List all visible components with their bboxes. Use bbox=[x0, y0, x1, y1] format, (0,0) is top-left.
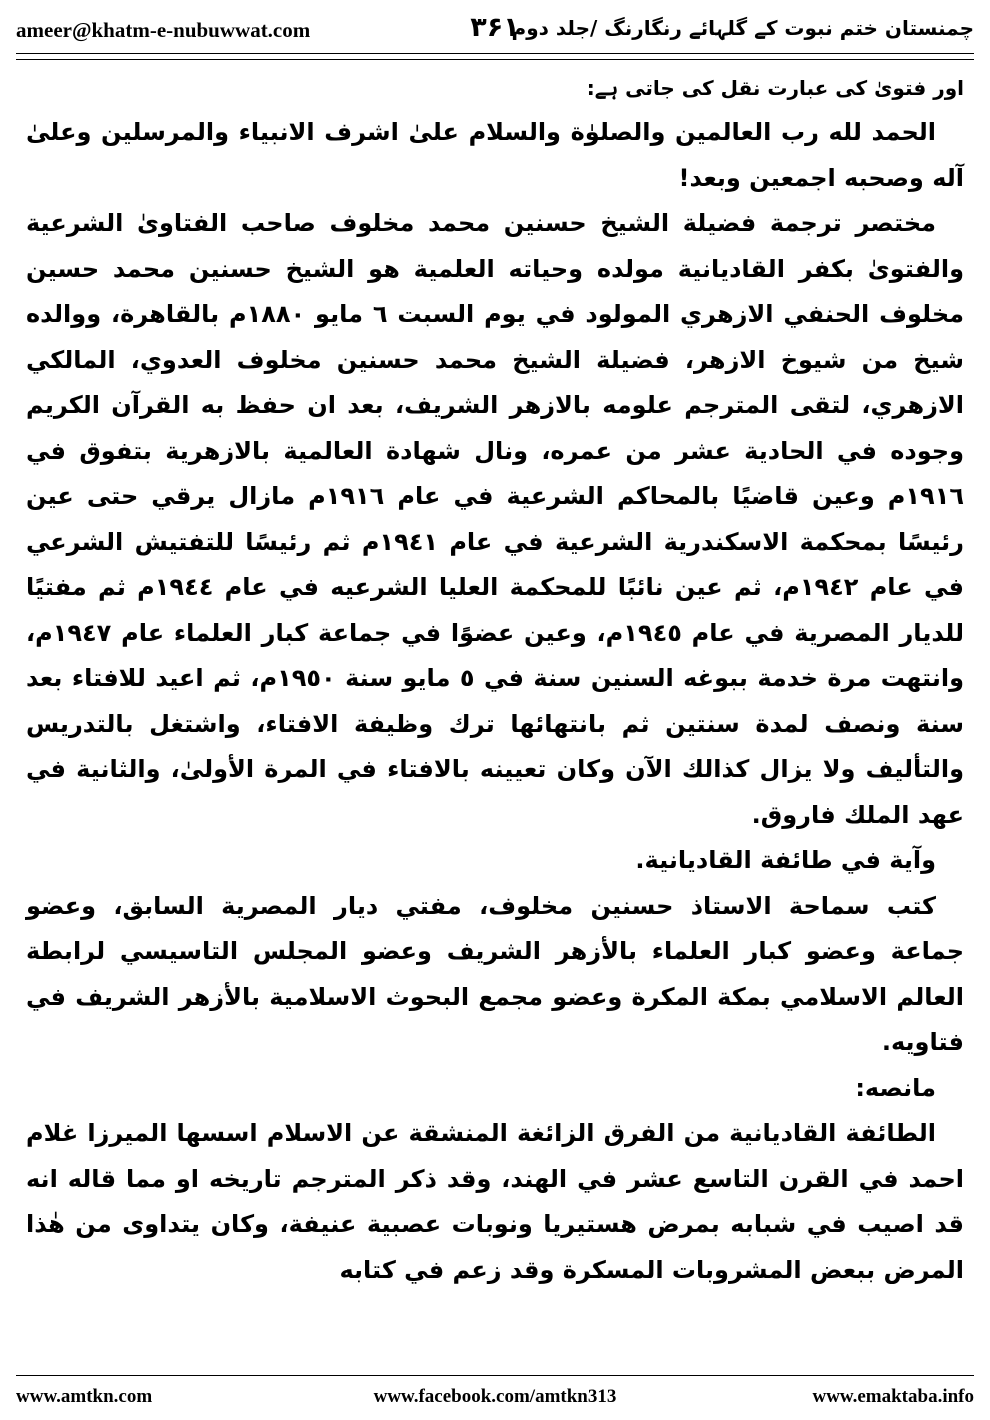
fatwa-intro-paragraph: كتب سماحة الاستاذ حسنين مخلوف، مفتي ديار المصرية السابق، وعضو جماعة وعضو كبار العلماء بالأزهر الشريف وعضو المجلس التاسيسي لرابطة العالم الاسلامي بمكة المكرة وعضو مجمع البحوث الاسلامية بالأزهر الشريف في فتاويه. bbox=[26, 891, 964, 1056]
footer-link-emaktaba: www.emaktaba.info bbox=[812, 1386, 974, 1407]
fatwa-text-paragraph: الطائفة القاديانية من الفرق الزائغة المنشقة عن الاسلام اسسها الميرزا غلام احمد في القرن التاسع عشر في الهند، وقد ذكر المترجم تاريخه او مما قاله انه قد اصيب في شبابه بمرض هستيريا ونوبات عصبية عنيفة، وكان يتداوى من هٰذا المرض ببعض المشروبات المسكرة وقد زعم في كتابه bbox=[26, 1119, 964, 1284]
page-body bbox=[26, 70, 964, 1293]
footer-link-facebook: www.facebook.com/amtkn313 bbox=[373, 1386, 617, 1407]
section-heading-qadiyaniya: وآية في طائفة القاديانية. bbox=[635, 846, 936, 874]
page-footer bbox=[16, 1383, 974, 1413]
text-label-manassahu: مانصه: bbox=[855, 1073, 936, 1102]
header-rule-bottom bbox=[16, 59, 974, 60]
doxology-paragraph: الحمد لله رب العالمين والصلوٰة والسلام علىٰ اشرف الانبياء والمرسلين وعلىٰ آله وصحبه اجمعين وبعد! bbox=[26, 118, 964, 192]
book-title: چمنستان ختم نبوت کے گلہائے رنگارنگ /جلد دوم bbox=[511, 16, 974, 40]
header-rule-top bbox=[16, 53, 974, 54]
page-header bbox=[16, 8, 974, 48]
header-email: ameer@khatm-e-nubuwwat.com bbox=[16, 18, 311, 42]
footer-rule bbox=[16, 1375, 974, 1376]
page-number: ۳۶۱ bbox=[470, 12, 520, 43]
biography-paragraph: مختصر ترجمة فضيلة الشيخ حسنين محمد مخلوف صاحب الفتاوىٰ الشرعية والفتوىٰ بكفر القاديانية مولده وحياته العلمية هو الشيخ حسنين محمد حسين مخلوف الحنفي الازهري المولود في يوم السبت ٦ مايو ۱۸۸۰م بالقاهرة، ووالده شيخ من شيوخ الازهر، فضيلة الشيخ محمد حسنين مخلوف العدوي، المالكي الازهري، لتقى المترجم علومه بالازهر الشريف، بعد ان حفظ به القرآن الكريم وجوده في الحادية عشر من عمره، ونال شهادة العالمية بالازهرية بتفوق في ۱۹۱٦م وعين قاضيًا بالمحاكم الشرعية في عام ۱۹۱٦م مازال يرقي حتى عين رئيسًا بمحكمة الاسكندرية الشرعية في عام ۱۹٤۱م ثم رئيسًا للتفتيش الشرعي في عام ۱۹٤۲م، ثم عين نائبًا للمحكمة العليا الشرعيه في عام ۱۹٤٤م ثم مفتيًا للديار المصرية في عام ۱۹٤٥م، وعين عضوًا في جماعة كبار العلماء عام ۱۹٤۷م، وانتهت مرة خدمة ببوغه السنين سنة في ٥ مايو سنة ۱۹٥۰م، ثم اعيد للافتاء بعد سنة ونصف لمدة سنتين ثم بانتهائها ترك وظيفة الافتاء، واشتغل بالتدريس والتأليف ولا يزال كذالك الآن وكان تعيينه بالافتاء في المرة الأولىٰ، والثانية في عهد الملك فاروق. bbox=[26, 209, 965, 829]
footer-link-amtkn: www.amtkn.com bbox=[16, 1386, 153, 1407]
intro-line: اور فتویٰ کی عبارت نقل کی جاتی ہے: bbox=[586, 76, 964, 100]
